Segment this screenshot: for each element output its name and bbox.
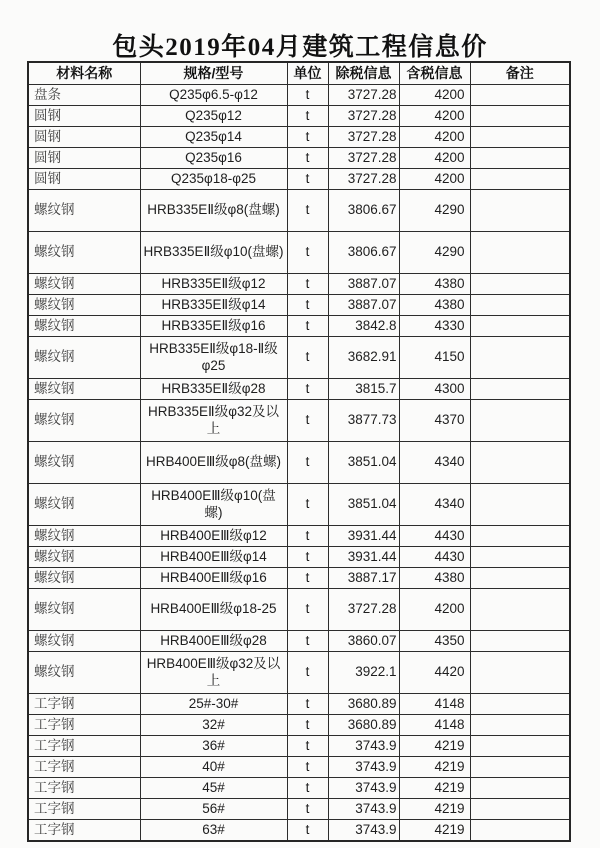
unit-cell: t [287, 820, 328, 842]
col-header-price-inctax: 含税信息 [399, 62, 470, 85]
col-header-note: 备注 [470, 62, 570, 85]
spec-cell: HRB335EⅡ级φ8(盘螺) [140, 190, 287, 232]
material-cell: 螺纹钢 [28, 547, 140, 568]
note-cell [470, 652, 570, 694]
price-extax-cell: 3815.7 [328, 379, 399, 400]
unit-cell: t [287, 127, 328, 148]
page-title: 包头2019年04月建筑工程信息价 [112, 34, 488, 61]
note-cell [470, 715, 570, 736]
spec-cell: 45# [140, 778, 287, 799]
spec-cell: 32# [140, 715, 287, 736]
price-extax-cell: 3806.67 [328, 232, 399, 274]
col-header-unit: 单位 [287, 62, 328, 85]
note-cell [470, 547, 570, 568]
price-extax-cell: 3743.9 [328, 799, 399, 820]
table-row [28, 778, 570, 799]
price-inctax-cell: 4219 [399, 820, 470, 842]
spec-cell: HRB335EⅡ级φ10(盘螺) [140, 232, 287, 274]
spec-cell: HRB335EⅡ级φ16 [140, 316, 287, 337]
price-extax-cell: 3743.9 [328, 736, 399, 757]
unit-cell: t [287, 295, 328, 316]
spec-cell: HRB335EⅡ级φ12 [140, 274, 287, 295]
table-row [28, 232, 570, 274]
spec-cell: HRB400EⅢ级φ16 [140, 568, 287, 589]
price-extax-cell: 3851.04 [328, 484, 399, 526]
price-inctax-cell: 4200 [399, 85, 470, 106]
spec-cell: HRB335EⅡ级φ28 [140, 379, 287, 400]
note-cell [470, 400, 570, 442]
table-row [28, 526, 570, 547]
spec-cell: Q235φ18-φ25 [140, 169, 287, 190]
table-row [28, 757, 570, 778]
unit-cell: t [287, 757, 328, 778]
unit-cell: t [287, 526, 328, 547]
price-inctax-cell: 4330 [399, 316, 470, 337]
unit-cell: t [287, 715, 328, 736]
unit-cell: t [287, 442, 328, 484]
unit-cell: t [287, 736, 328, 757]
material-cell: 圆钢 [28, 106, 140, 127]
price-inctax-cell: 4290 [399, 190, 470, 232]
note-cell [470, 169, 570, 190]
material-cell: 螺纹钢 [28, 442, 140, 484]
price-inctax-cell: 4150 [399, 337, 470, 379]
table-row [28, 85, 570, 106]
material-cell: 工字钢 [28, 820, 140, 842]
spec-cell: HRB400EⅢ级φ10(盘螺) [140, 484, 287, 526]
price-extax-cell: 3922.1 [328, 652, 399, 694]
price-inctax-cell: 4290 [399, 232, 470, 274]
note-cell [470, 568, 570, 589]
price-inctax-cell: 4300 [399, 379, 470, 400]
material-cell: 圆钢 [28, 127, 140, 148]
note-cell [470, 85, 570, 106]
spec-cell: 63# [140, 820, 287, 842]
material-cell: 圆钢 [28, 148, 140, 169]
table-row [28, 484, 570, 526]
note-cell [470, 757, 570, 778]
unit-cell: t [287, 85, 328, 106]
material-cell: 螺纹钢 [28, 484, 140, 526]
price-extax-cell: 3931.44 [328, 526, 399, 547]
price-extax-cell: 3851.04 [328, 442, 399, 484]
note-cell [470, 106, 570, 127]
table-row [28, 589, 570, 631]
price-extax-cell: 3743.9 [328, 778, 399, 799]
material-cell: 螺纹钢 [28, 631, 140, 652]
price-inctax-cell: 4350 [399, 631, 470, 652]
spec-cell: Q235φ6.5-φ12 [140, 85, 287, 106]
spec-cell: Q235φ12 [140, 106, 287, 127]
table-row [28, 736, 570, 757]
unit-cell: t [287, 337, 328, 379]
col-header-price-extax: 除税信息 [328, 62, 399, 85]
table-body [28, 85, 570, 842]
material-cell: 螺纹钢 [28, 295, 140, 316]
table-row [28, 547, 570, 568]
unit-cell: t [287, 316, 328, 337]
spec-cell: HRB400EⅢ级φ28 [140, 631, 287, 652]
note-cell [470, 232, 570, 274]
material-cell: 螺纹钢 [28, 652, 140, 694]
spec-cell: 56# [140, 799, 287, 820]
unit-cell: t [287, 694, 328, 715]
spec-cell: HRB335EⅡ级φ18-Ⅱ级φ25 [140, 337, 287, 379]
material-cell: 螺纹钢 [28, 526, 140, 547]
spec-cell: HRB400EⅢ级φ14 [140, 547, 287, 568]
price-inctax-cell: 4219 [399, 757, 470, 778]
material-cell: 螺纹钢 [28, 232, 140, 274]
price-extax-cell: 3931.44 [328, 547, 399, 568]
spec-cell: HRB400EⅢ级φ18-25 [140, 589, 287, 631]
table-row [28, 295, 570, 316]
table-row [28, 127, 570, 148]
unit-cell: t [287, 568, 328, 589]
unit-cell: t [287, 274, 328, 295]
price-extax-cell: 3842.8 [328, 316, 399, 337]
unit-cell: t [287, 379, 328, 400]
price-inctax-cell: 4340 [399, 484, 470, 526]
table-row [28, 106, 570, 127]
unit-cell: t [287, 652, 328, 694]
material-cell: 工字钢 [28, 757, 140, 778]
material-cell: 工字钢 [28, 799, 140, 820]
table-row [28, 337, 570, 379]
price-extax-cell: 3887.07 [328, 295, 399, 316]
table-row [28, 400, 570, 442]
price-extax-cell: 3727.28 [328, 127, 399, 148]
spec-cell: HRB400EⅢ级φ12 [140, 526, 287, 547]
table-header-row [28, 62, 570, 85]
table-row [28, 820, 570, 842]
note-cell [470, 778, 570, 799]
price-inctax-cell: 4200 [399, 148, 470, 169]
material-cell: 工字钢 [28, 694, 140, 715]
table-row [28, 316, 570, 337]
material-cell: 螺纹钢 [28, 316, 140, 337]
price-extax-cell: 3727.28 [328, 106, 399, 127]
unit-cell: t [287, 232, 328, 274]
unit-cell: t [287, 547, 328, 568]
note-cell [470, 736, 570, 757]
note-cell [470, 190, 570, 232]
price-extax-cell: 3860.07 [328, 631, 399, 652]
note-cell [470, 526, 570, 547]
note-cell [470, 379, 570, 400]
spec-cell: 40# [140, 757, 287, 778]
table-row [28, 442, 570, 484]
table-row [28, 169, 570, 190]
price-extax-cell: 3887.17 [328, 568, 399, 589]
note-cell [470, 589, 570, 631]
price-extax-cell: 3727.28 [328, 85, 399, 106]
price-extax-cell: 3680.89 [328, 715, 399, 736]
price-inctax-cell: 4430 [399, 526, 470, 547]
note-cell [470, 694, 570, 715]
price-inctax-cell: 4148 [399, 715, 470, 736]
unit-cell: t [287, 631, 328, 652]
unit-cell: t [287, 778, 328, 799]
price-inctax-cell: 4380 [399, 274, 470, 295]
price-inctax-cell: 4200 [399, 127, 470, 148]
note-cell [470, 316, 570, 337]
table-row [28, 274, 570, 295]
material-cell: 螺纹钢 [28, 190, 140, 232]
price-inctax-cell: 4200 [399, 169, 470, 190]
price-extax-cell: 3727.28 [328, 589, 399, 631]
price-extax-cell: 3743.9 [328, 757, 399, 778]
table-row [28, 652, 570, 694]
price-extax-cell: 3682.91 [328, 337, 399, 379]
note-cell [470, 484, 570, 526]
note-cell [470, 631, 570, 652]
spec-cell: HRB335EⅡ级φ32及以上 [140, 400, 287, 442]
price-extax-cell: 3727.28 [328, 148, 399, 169]
price-extax-cell: 3680.89 [328, 694, 399, 715]
unit-cell: t [287, 484, 328, 526]
price-inctax-cell: 4219 [399, 778, 470, 799]
material-cell: 螺纹钢 [28, 400, 140, 442]
spec-cell: Q235φ14 [140, 127, 287, 148]
price-extax-cell: 3877.73 [328, 400, 399, 442]
material-cell: 工字钢 [28, 778, 140, 799]
col-header-spec: 规格/型号 [140, 62, 287, 85]
price-extax-cell: 3806.67 [328, 190, 399, 232]
unit-cell: t [287, 106, 328, 127]
table-row [28, 694, 570, 715]
material-cell: 螺纹钢 [28, 337, 140, 379]
price-inctax-cell: 4200 [399, 106, 470, 127]
price-inctax-cell: 4219 [399, 736, 470, 757]
spec-cell: 36# [140, 736, 287, 757]
price-inctax-cell: 4380 [399, 568, 470, 589]
table-row [28, 568, 570, 589]
material-cell: 螺纹钢 [28, 379, 140, 400]
note-cell [470, 820, 570, 842]
price-extax-cell: 3887.07 [328, 274, 399, 295]
material-cell: 工字钢 [28, 736, 140, 757]
unit-cell: t [287, 190, 328, 232]
spec-cell: HRB400EⅢ级φ8(盘螺) [140, 442, 287, 484]
price-extax-cell: 3727.28 [328, 169, 399, 190]
price-inctax-cell: 4370 [399, 400, 470, 442]
price-inctax-cell: 4148 [399, 694, 470, 715]
price-inctax-cell: 4430 [399, 547, 470, 568]
note-cell [470, 274, 570, 295]
table-row [28, 190, 570, 232]
price-inctax-cell: 4420 [399, 652, 470, 694]
table-row [28, 379, 570, 400]
unit-cell: t [287, 169, 328, 190]
material-cell: 螺纹钢 [28, 568, 140, 589]
unit-cell: t [287, 148, 328, 169]
note-cell [470, 127, 570, 148]
spec-cell: HRB400EⅢ级φ32及以上 [140, 652, 287, 694]
table-row [28, 631, 570, 652]
price-inctax-cell: 4340 [399, 442, 470, 484]
price-extax-cell: 3743.9 [328, 820, 399, 842]
unit-cell: t [287, 400, 328, 442]
price-inctax-cell: 4219 [399, 799, 470, 820]
price-inctax-cell: 4380 [399, 295, 470, 316]
spec-cell: 25#-30# [140, 694, 287, 715]
table-row [28, 715, 570, 736]
col-header-material: 材料名称 [28, 62, 140, 85]
note-cell [470, 295, 570, 316]
unit-cell: t [287, 799, 328, 820]
material-cell: 盘条 [28, 85, 140, 106]
note-cell [470, 442, 570, 484]
price-table [27, 61, 571, 842]
material-cell: 工字钢 [28, 715, 140, 736]
material-cell: 螺纹钢 [28, 274, 140, 295]
table-row [28, 148, 570, 169]
price-inctax-cell: 4200 [399, 589, 470, 631]
material-cell: 圆钢 [28, 169, 140, 190]
spec-cell: HRB335EⅡ级φ14 [140, 295, 287, 316]
unit-cell: t [287, 589, 328, 631]
table-row [28, 799, 570, 820]
note-cell [470, 148, 570, 169]
material-cell: 螺纹钢 [28, 589, 140, 631]
spec-cell: Q235φ16 [140, 148, 287, 169]
note-cell [470, 337, 570, 379]
note-cell [470, 799, 570, 820]
